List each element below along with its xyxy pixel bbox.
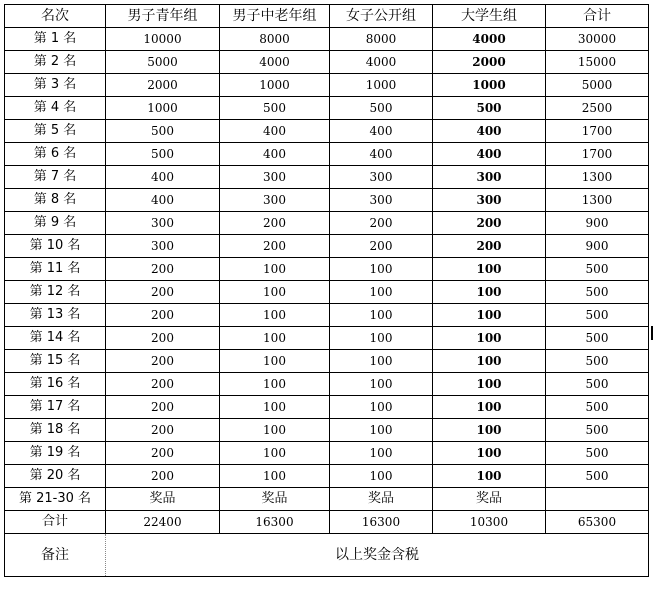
- prize-amount-cell: 500: [546, 373, 649, 396]
- rank-cell: 第 16 名: [5, 373, 106, 396]
- prize-cell: 奖品: [433, 488, 546, 511]
- table-row: [5, 166, 649, 189]
- prize-cell: 奖品: [220, 488, 330, 511]
- prize-amount-cell: 2000: [106, 74, 220, 97]
- prize-amount-cell: 100: [330, 327, 433, 350]
- rank-cell: 第 18 名: [5, 419, 106, 442]
- prize-amount-cell: 1000: [433, 74, 546, 97]
- prize-amount-cell: 500: [546, 281, 649, 304]
- table-row: [5, 373, 649, 396]
- prize-amount-cell: 200: [330, 235, 433, 258]
- total-cell: 16300: [330, 511, 433, 534]
- cursor-mark: [651, 326, 653, 340]
- rank-cell: 第 10 名: [5, 235, 106, 258]
- prize-amount-cell: 200: [220, 235, 330, 258]
- prize-amount-cell: 1700: [546, 143, 649, 166]
- prize-amount-cell: 200: [106, 373, 220, 396]
- prize-amount-cell: 500: [546, 350, 649, 373]
- prize-amount-cell: 100: [433, 350, 546, 373]
- prize-amount-cell: 1300: [546, 166, 649, 189]
- prize-amount-cell: 100: [330, 281, 433, 304]
- prize-amount-cell: 400: [330, 120, 433, 143]
- prize-amount-cell: 300: [220, 166, 330, 189]
- header-total: 合计: [546, 5, 649, 28]
- prize-amount-cell: 300: [106, 235, 220, 258]
- prize-amount-cell: 400: [433, 120, 546, 143]
- prize-amount-cell: 200: [330, 212, 433, 235]
- prize-amount-cell: 100: [330, 350, 433, 373]
- prize-amount-cell: 5000: [106, 51, 220, 74]
- total-row: [5, 511, 649, 534]
- prize-amount-cell: 1300: [546, 189, 649, 212]
- prize-amount-cell: 1000: [220, 74, 330, 97]
- prize-amount-cell: 500: [546, 258, 649, 281]
- prize-amount-cell: 200: [106, 442, 220, 465]
- rank-cell: 第 9 名: [5, 212, 106, 235]
- prize-amount-cell: 100: [330, 304, 433, 327]
- prize-amount-cell: 2500: [546, 97, 649, 120]
- prize-amount-cell: 100: [433, 258, 546, 281]
- table-row: [5, 120, 649, 143]
- prize-amount-cell: 400: [220, 143, 330, 166]
- prize-amount-cell: 100: [220, 373, 330, 396]
- prize-amount-cell: 200: [106, 304, 220, 327]
- prize-amount-cell: 100: [220, 396, 330, 419]
- header-row: [5, 5, 649, 28]
- rank-cell: 第 1 名: [5, 28, 106, 51]
- table-row: [5, 212, 649, 235]
- prize-amount-cell: 100: [433, 419, 546, 442]
- prize-amount-cell: 500: [220, 97, 330, 120]
- prize-table: [4, 4, 649, 577]
- prize-amount-cell: 400: [220, 120, 330, 143]
- prize-amount-cell: 200: [106, 465, 220, 488]
- prize-amount-cell: 100: [330, 419, 433, 442]
- total-cell: 22400: [106, 511, 220, 534]
- prize-amount-cell: 100: [220, 465, 330, 488]
- prize-amount-cell: 500: [546, 304, 649, 327]
- rank-cell: 第 12 名: [5, 281, 106, 304]
- prize-amount-cell: 100: [433, 465, 546, 488]
- prize-amount-cell: 2000: [433, 51, 546, 74]
- prize-amount-cell: 900: [546, 235, 649, 258]
- prize-amount-cell: 400: [433, 143, 546, 166]
- prize-amount-cell: 200: [433, 235, 546, 258]
- table-row: [5, 235, 649, 258]
- prize-amount-cell: 100: [433, 327, 546, 350]
- rank-cell: 第 2 名: [5, 51, 106, 74]
- prize-cell: 奖品: [106, 488, 220, 511]
- note-label: 备注: [5, 534, 106, 577]
- prize-amount-cell: 300: [433, 189, 546, 212]
- prize-amount-cell: 400: [106, 189, 220, 212]
- prize-amount-cell: 300: [330, 166, 433, 189]
- table-row: [5, 74, 649, 97]
- rank-cell: 第 8 名: [5, 189, 106, 212]
- prize-amount-cell: 10000: [106, 28, 220, 51]
- prize-amount-cell: 500: [433, 97, 546, 120]
- prize-amount-cell: 100: [330, 258, 433, 281]
- table-row: [5, 143, 649, 166]
- rank-cell: 第 19 名: [5, 442, 106, 465]
- prize-amount-cell: 200: [106, 350, 220, 373]
- prize-amount-cell: 100: [433, 373, 546, 396]
- prize-amount-cell: 15000: [546, 51, 649, 74]
- prize-amount-cell: 100: [220, 258, 330, 281]
- prize-amount-cell: 5000: [546, 74, 649, 97]
- prize-amount-cell: 100: [433, 281, 546, 304]
- prize-amount-cell: 1000: [330, 74, 433, 97]
- rank-cell: 第 13 名: [5, 304, 106, 327]
- rank-cell: 第 5 名: [5, 120, 106, 143]
- prize-amount-cell: 500: [546, 327, 649, 350]
- total-cell: 16300: [220, 511, 330, 534]
- note-row: [5, 534, 649, 577]
- table-body: [5, 28, 649, 488]
- prize-amount-cell: 500: [546, 465, 649, 488]
- prize-amount-cell: 500: [330, 97, 433, 120]
- prize-amount-cell: 8000: [220, 28, 330, 51]
- table-row: [5, 281, 649, 304]
- prize-amount-cell: 100: [433, 442, 546, 465]
- prize-amount-cell: 100: [220, 350, 330, 373]
- prize-amount-cell: 200: [220, 212, 330, 235]
- prize-amount-cell: 300: [330, 189, 433, 212]
- prize-amount-cell: 500: [546, 396, 649, 419]
- prize-amount-cell: 200: [106, 419, 220, 442]
- prize-cell: [546, 488, 649, 511]
- rank-cell: 第 11 名: [5, 258, 106, 281]
- rank-cell: 第 6 名: [5, 143, 106, 166]
- prize-amount-cell: 300: [433, 166, 546, 189]
- prize-amount-cell: 100: [220, 281, 330, 304]
- rank-cell: 第 17 名: [5, 396, 106, 419]
- table-row: [5, 465, 649, 488]
- table-row: [5, 304, 649, 327]
- prize-amount-cell: 1000: [106, 97, 220, 120]
- prize-amount-cell: 200: [433, 212, 546, 235]
- prize-amount-cell: 500: [106, 120, 220, 143]
- prize-amount-cell: 200: [106, 281, 220, 304]
- table-row: [5, 258, 649, 281]
- table-row: [5, 350, 649, 373]
- table-row: [5, 442, 649, 465]
- prize-amount-cell: 400: [330, 143, 433, 166]
- prize-amount-cell: 100: [220, 442, 330, 465]
- prize-amount-cell: 500: [106, 143, 220, 166]
- table-row: [5, 97, 649, 120]
- rank-cell: 第 7 名: [5, 166, 106, 189]
- prize-amount-cell: 100: [433, 396, 546, 419]
- table-row: [5, 189, 649, 212]
- prize-amount-cell: 900: [546, 212, 649, 235]
- rank-cell: 第 15 名: [5, 350, 106, 373]
- table-row: [5, 28, 649, 51]
- prize-row: [5, 488, 649, 511]
- prize-amount-cell: 4000: [330, 51, 433, 74]
- prize-amount-cell: 100: [330, 442, 433, 465]
- table-row: [5, 51, 649, 74]
- prize-amount-cell: 4000: [433, 28, 546, 51]
- table-row: [5, 327, 649, 350]
- prize-amount-cell: 100: [330, 465, 433, 488]
- header-college: 大学生组: [433, 5, 546, 28]
- prize-amount-cell: 4000: [220, 51, 330, 74]
- prize-amount-cell: 400: [106, 166, 220, 189]
- prize-amount-cell: 100: [330, 373, 433, 396]
- rank-cell: 第 20 名: [5, 465, 106, 488]
- prize-amount-cell: 500: [546, 419, 649, 442]
- rank-cell: 第 14 名: [5, 327, 106, 350]
- prize-amount-cell: 30000: [546, 28, 649, 51]
- prize-amount-cell: 100: [433, 304, 546, 327]
- prize-amount-cell: 200: [106, 258, 220, 281]
- prize-amount-cell: 500: [546, 442, 649, 465]
- prize-rank: 第 21-30 名: [5, 488, 106, 511]
- total-cell: 65300: [546, 511, 649, 534]
- header-rank: 名次: [5, 5, 106, 28]
- rank-cell: 第 4 名: [5, 97, 106, 120]
- prize-amount-cell: 100: [220, 304, 330, 327]
- prize-amount-cell: 100: [220, 419, 330, 442]
- prize-amount-cell: 100: [220, 327, 330, 350]
- note-text: 以上奖金含税: [106, 534, 649, 577]
- prize-amount-cell: 200: [106, 396, 220, 419]
- prize-cell: 奖品: [330, 488, 433, 511]
- header-women-open: 女子公开组: [330, 5, 433, 28]
- prize-amount-cell: 1700: [546, 120, 649, 143]
- prize-amount-cell: 8000: [330, 28, 433, 51]
- total-label: 合计: [5, 511, 106, 534]
- prize-amount-cell: 200: [106, 327, 220, 350]
- prize-amount-cell: 300: [220, 189, 330, 212]
- header-men-youth: 男子青年组: [106, 5, 220, 28]
- table-row: [5, 396, 649, 419]
- table-row: [5, 419, 649, 442]
- total-cell: 10300: [433, 511, 546, 534]
- header-men-senior: 男子中老年组: [220, 5, 330, 28]
- prize-amount-cell: 100: [330, 396, 433, 419]
- prize-amount-cell: 300: [106, 212, 220, 235]
- rank-cell: 第 3 名: [5, 74, 106, 97]
